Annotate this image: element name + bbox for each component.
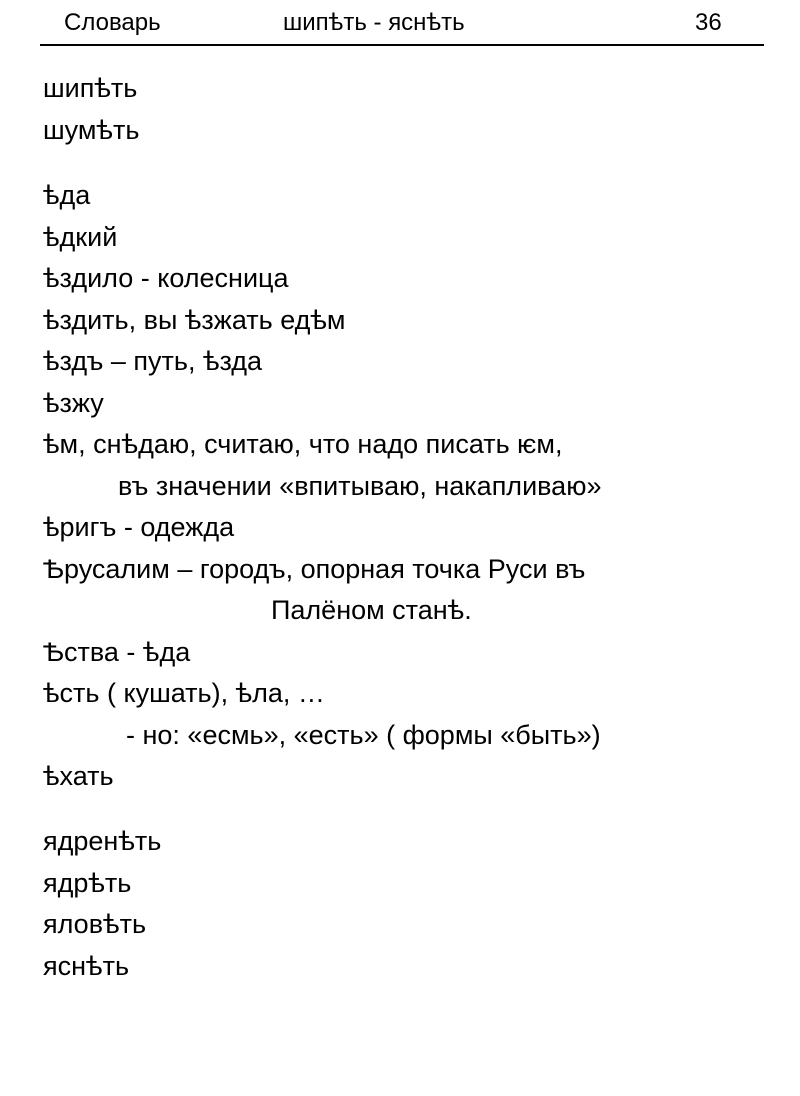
entry-line: яснѣть: [43, 951, 130, 981]
entry-line: ѣдкий: [43, 222, 118, 252]
entry-line: ѣздить, вы ѣзжать едѣм: [43, 305, 346, 335]
entry-line: ѣздъ – путь, ѣзда: [43, 346, 263, 376]
entry-line: въ значении «впитываю, накапливаю»: [118, 471, 602, 501]
entry-line: ѣзжу: [43, 388, 104, 418]
entry-line: ѣсть ( кушать), ѣла, …: [43, 678, 325, 708]
entry-line: ѣда: [43, 180, 91, 210]
header-title: Словарь: [64, 9, 161, 36]
entry-line: Ѣрусалим – городъ, опорная точка Руси въ: [43, 554, 586, 584]
entry-line: ѣхать: [43, 761, 114, 791]
entry-line: ѣм, снѣдаю, считаю, что надо писать ѥм,: [43, 429, 563, 459]
entry-line: шипѣть: [43, 73, 138, 103]
entry-line: ѣздило - колесница: [43, 263, 289, 293]
entry-line: Ѣства - ѣда: [43, 637, 191, 667]
entry-line: шумѣть: [43, 115, 140, 145]
entry-line: ѣригъ - одежда: [43, 512, 235, 542]
entry-line: Палёном станѣ.: [271, 595, 472, 625]
entry-line: ядренѣть: [43, 826, 162, 856]
page-number: 36: [695, 9, 722, 36]
entry-line: ядрѣть: [43, 868, 132, 898]
entry-line: яловѣть: [43, 909, 147, 939]
entry-line: - но: «есмь», «есть» ( формы «быть»): [126, 720, 601, 750]
header-range: шипѣть - яснѣть: [283, 9, 465, 36]
